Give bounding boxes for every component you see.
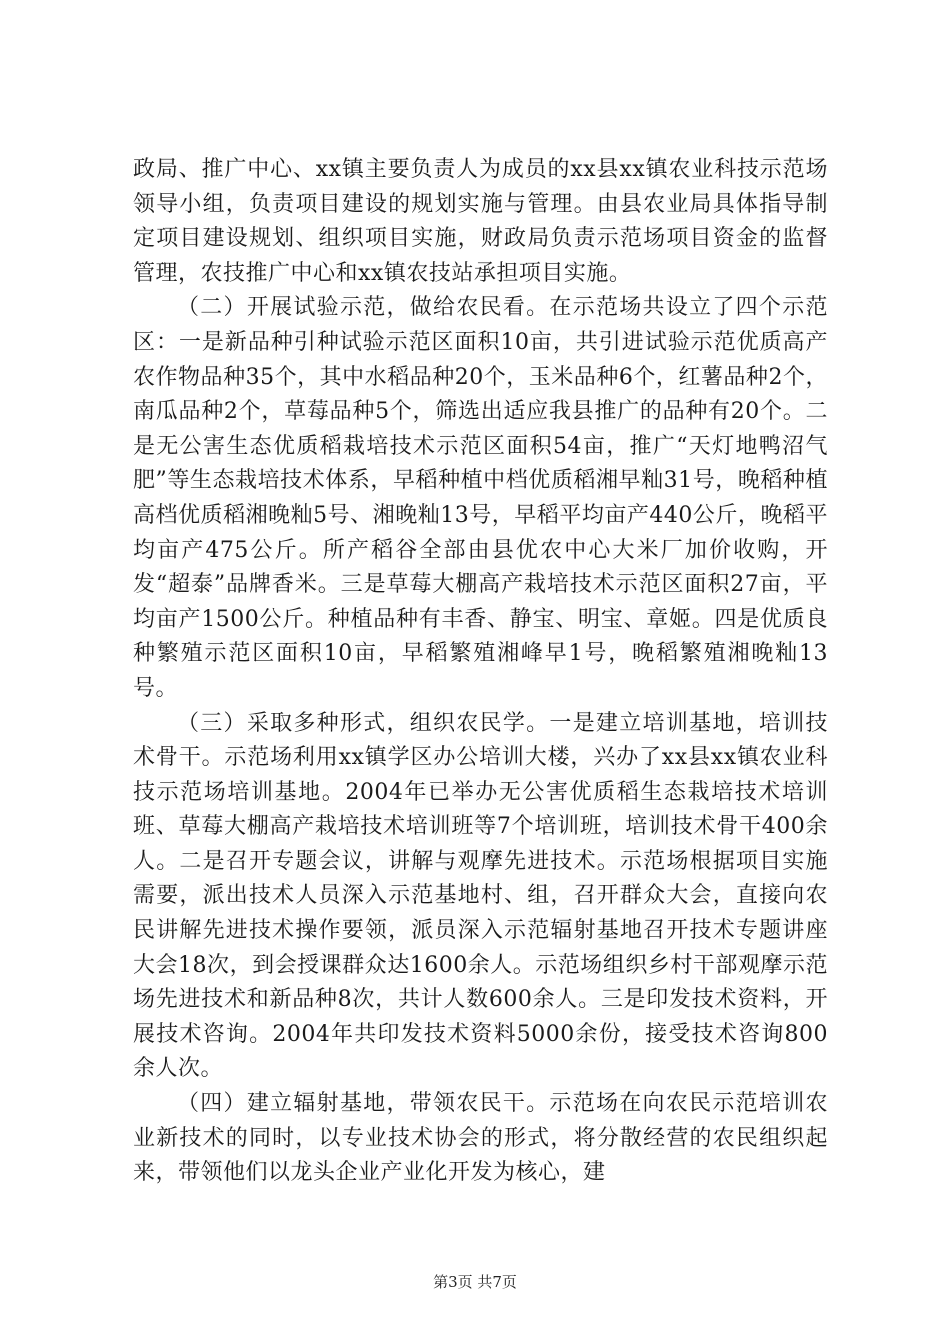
paragraph-section-two: （二）开展试验示范，做给农民看。在示范场共设立了四个示范区：一是新品种引种试验示范区面积10亩，共引进试验示范优质高产农作物品种35个，其中水稻品种20个，玉米品种6个，红薯品种2个，南瓜品种2个，草莓品种5个，筛选出适应我县推广的品种有20个。二是无公害生态优质稻栽培技术示范区面积54亩，推广“天灯地鸭沼气肥”等生态栽培技术体系，早稻种植中档优质稻湘早籼31号，晚稻种植高档优质稻湘晚籼5号、湘晚籼13号，早稻平均亩产440公斤，晚稻平均亩产475公斤。所产稻谷全部由县优农中心大米厂加价收购，开发“超泰”品牌香米。三是草莓大棚高产栽培技术示范区面积27亩，平均亩产1500公斤。种植品种有丰香、静宝、明宝、章姬。四是优质良种繁殖示范区面积10亩，早稻繁殖湘峰早1号，晚稻繁殖湘晚籼13号。 xyxy=(133,295,828,701)
paragraph-section-four: （四）建立辐射基地，带领农民干。示范场在向农民示范培训农业新技术的同时，以专业技术协会的形式，将分散经营的农民组织起来，带领他们以龙头企业产业化开发为核心，建 xyxy=(133,1091,828,1186)
paragraph-continuation: 政局、推广中心、xx镇主要负责人为成员的xx县xx镇农业科技示范场领导小组，负责项目建设的规划实施与管理。由县农业局具体指导制定项目建设规划、组织项目实施，财政局负责示范场项目资金的监督管理，农技推广中心和xx镇农技站承担项目实施。 xyxy=(133,157,828,286)
page-number-footer: 第3页 共7页 xyxy=(433,1273,517,1291)
document-body xyxy=(133,153,828,1191)
paragraph-section-three: （三）采取多种形式，组织农民学。一是建立培训基地，培训技术骨干。示范场利用xx镇学区办公培训大楼，兴办了xx县xx镇农业科技示范场培训基地。2004年已举办无公害优质稻生态栽培技术培训班、草莓大棚高产栽培技术培训班等7个培训班，培训技术骨干400余人。二是召开专题会议，讲解与观摩先进技术。示范场根据项目实施需要，派出技术人员深入示范基地村、组，召开群众大会，直接向农民讲解先进技术操作要领，派员深入示范辐射基地召开技术专题讲座大会18次，到会授课群众达1600余人。示范场组织乡村干部观摩示范场先进技术和新品种8次，共计人数600余人。三是印发技术资料，开展技术咨询。2004年共印发技术资料5000余份，接受技术咨询800余人次。 xyxy=(133,710,828,1082)
